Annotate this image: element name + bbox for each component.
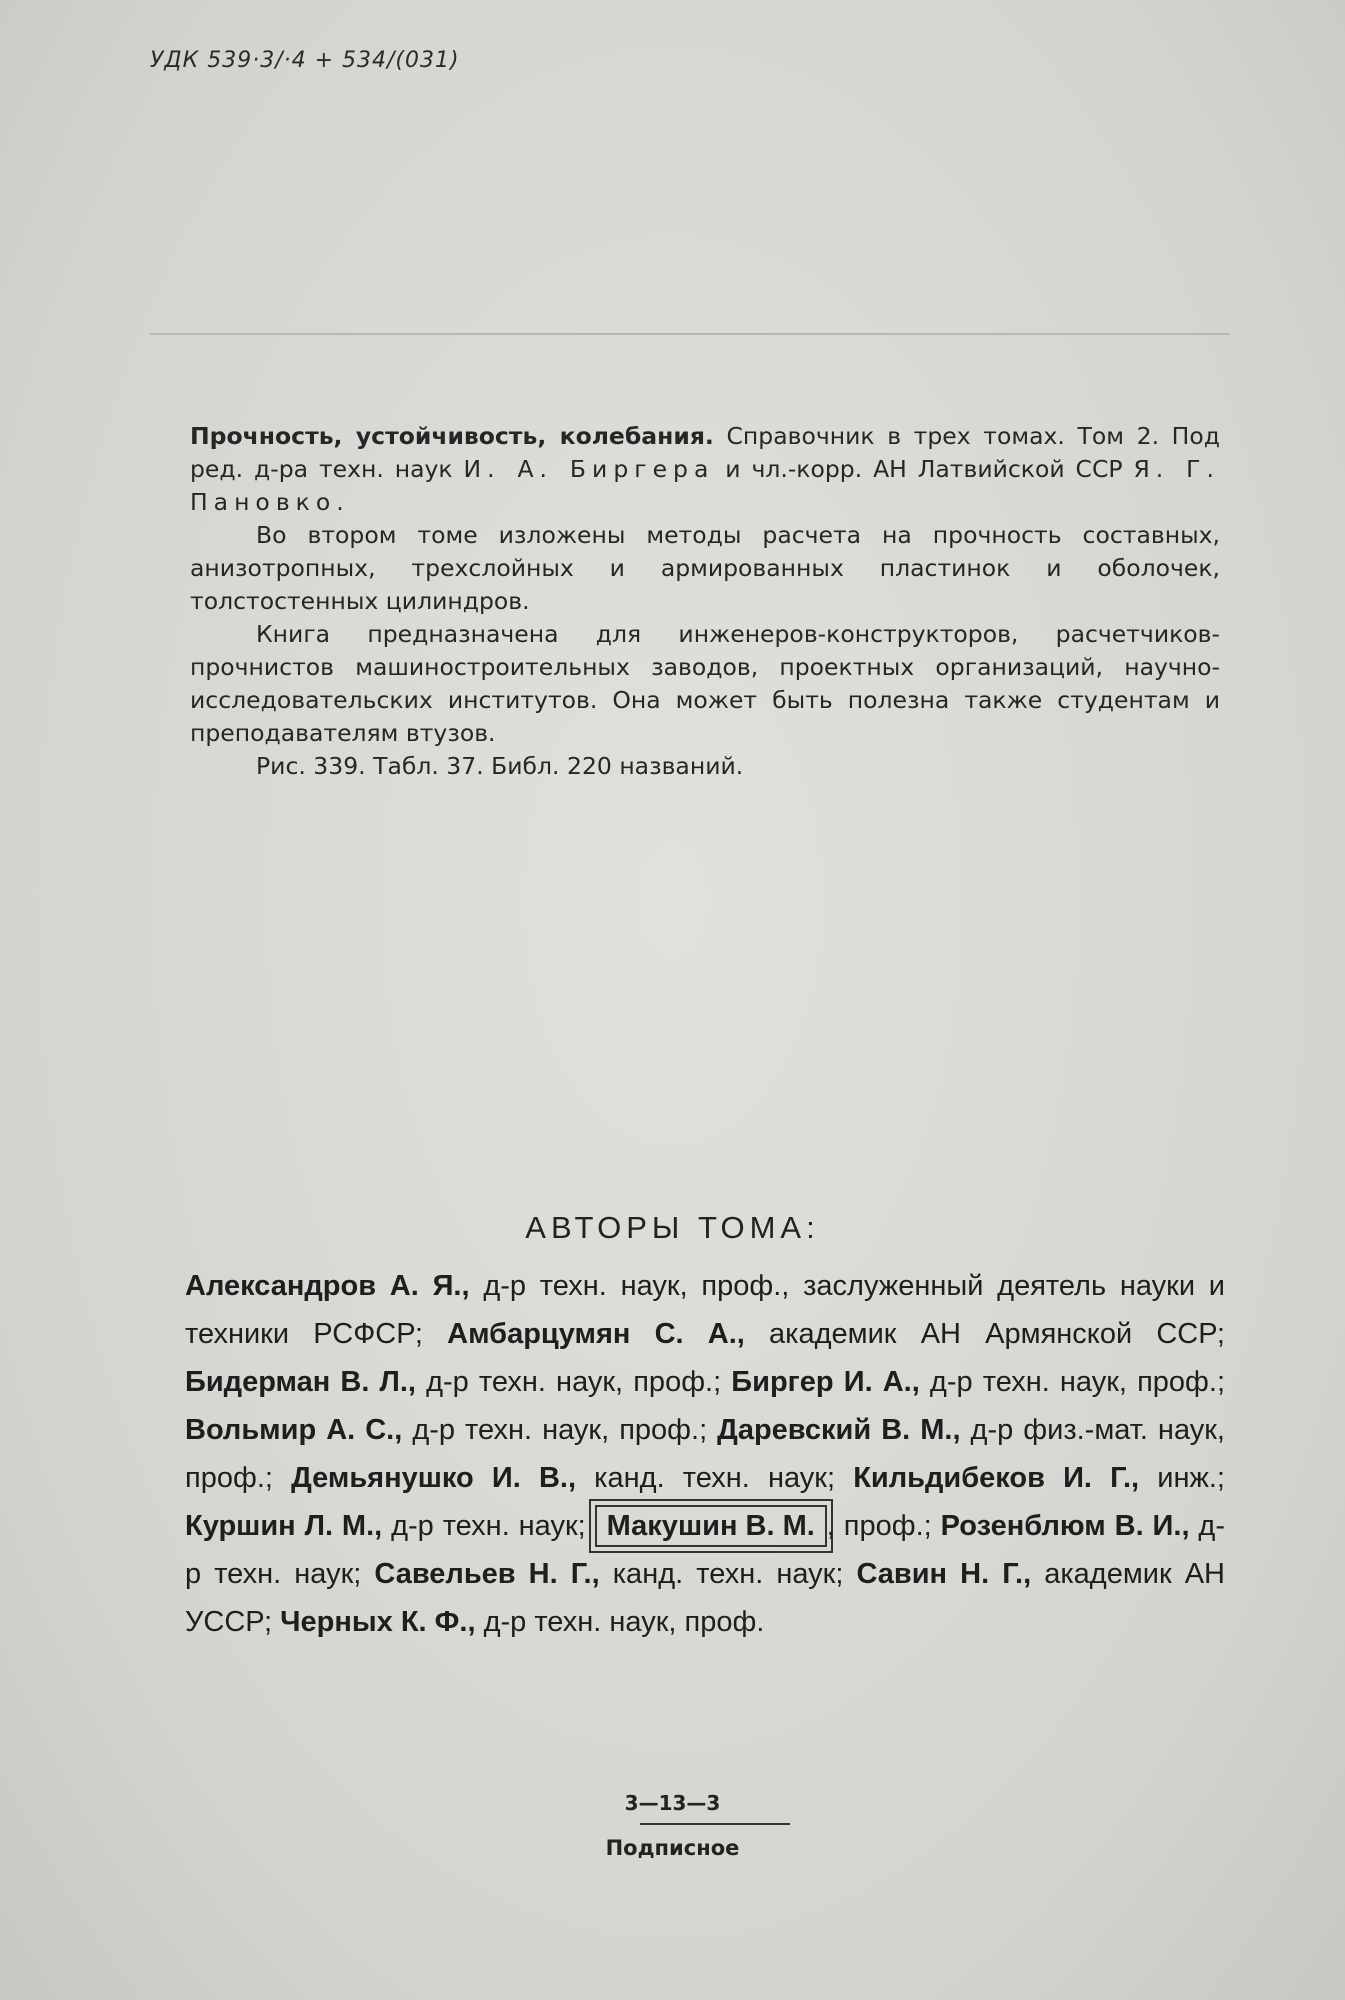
author-name: Черных К. Ф., [280, 1606, 476, 1638]
author-name: Савельев Н. Г., [374, 1558, 600, 1590]
annotation [190, 420, 1220, 783]
subscription-label: Подписное [605, 1836, 740, 1860]
author-credentials: инж.; [1139, 1462, 1225, 1494]
author-credentials: д-р техн. наук, проф.; [919, 1366, 1226, 1398]
author-name: Даревский В. М., [717, 1414, 961, 1446]
author-credentials: канд. техн. наук; [576, 1462, 854, 1494]
author-name: Александров А. Я., [185, 1270, 470, 1302]
author-name: Розенблюм В. И., [940, 1510, 1190, 1542]
publication-code: 3—13—3 [624, 1791, 721, 1815]
author-name: Савин Н. Г., [856, 1558, 1032, 1590]
book-title: Прочность, устойчивость, колебания. [190, 422, 714, 450]
authors-heading: АВТОРЫ ТОМА: [525, 1210, 820, 1245]
author-credentials: канд. техн. наук; [599, 1558, 857, 1590]
author-credentials: , проф.; [826, 1510, 941, 1542]
author-credentials: академик АН Армянской ССР; [744, 1318, 1225, 1350]
editor-title: и чл.-корр. АН Латвийской ССР [725, 455, 1123, 483]
author-name: Амбарцумян С. А., [447, 1318, 745, 1350]
book-subtitle: Справочник в трех томах. Том 2. Под ред. д-ра техн. наук [190, 422, 1220, 483]
authors-list [185, 1262, 1225, 1646]
author-credentials: академик АН УССР; [185, 1558, 1225, 1638]
author-credentials: д-р техн. наук, проф. [475, 1606, 765, 1638]
author-name-deceased-frame: Макушин В. М. [595, 1505, 827, 1547]
author-name: Кильдибеков И. Г., [853, 1462, 1140, 1494]
author-name: Куршин Л. М., [185, 1510, 383, 1542]
author-name: Биргер И. А., [731, 1366, 920, 1398]
author-credentials: д-р физ.-мат. наук, проф.; [185, 1414, 1225, 1494]
udk-code: УДК 539·3/·4 + 534/(031) [150, 48, 460, 73]
author-credentials: д-р техн. наук, проф.; [402, 1414, 718, 1446]
footer-rule [640, 1823, 790, 1825]
bibliographic-description [190, 420, 1220, 519]
editor-name: Я. Г. Пановко [190, 455, 1220, 516]
author-credentials: д-р техн. наук, проф., заслуженный деятель науки и техники РСФСР; [185, 1270, 1226, 1350]
author-credentials: д-р техн. наук; [382, 1510, 595, 1542]
author-credentials: д-р техн. наук; [185, 1510, 1225, 1590]
author-name: Бидерман В. Л., [185, 1366, 416, 1398]
author-name: Демьянушко И. В., [291, 1462, 577, 1494]
punctuation: . [336, 488, 344, 516]
illustration-stats: Рис. 339. Табл. 37. Библ. 220 названий. [256, 752, 744, 780]
annotation-paragraph: Во втором томе изложены методы расчета на прочность составных, анизотропных, трехслойных и армированных пластинок и оболочек, толстостенных цилиндров. [190, 521, 1220, 615]
horizontal-rule [150, 333, 1230, 335]
author-name: Вольмир А. С., [185, 1414, 403, 1446]
annotation-paragraph: Книга предназначена для инженеров-конструкторов, расчетчиков-прочнистов машиностроительных заводов, проектных организаций, научно-исследовательских институтов. Она может быть полезна также студентам и преподавателям втузов. [190, 620, 1220, 747]
author-credentials: д-р техн. наук, проф.; [415, 1366, 732, 1398]
editor-name: И. А. Биргера [463, 455, 715, 483]
